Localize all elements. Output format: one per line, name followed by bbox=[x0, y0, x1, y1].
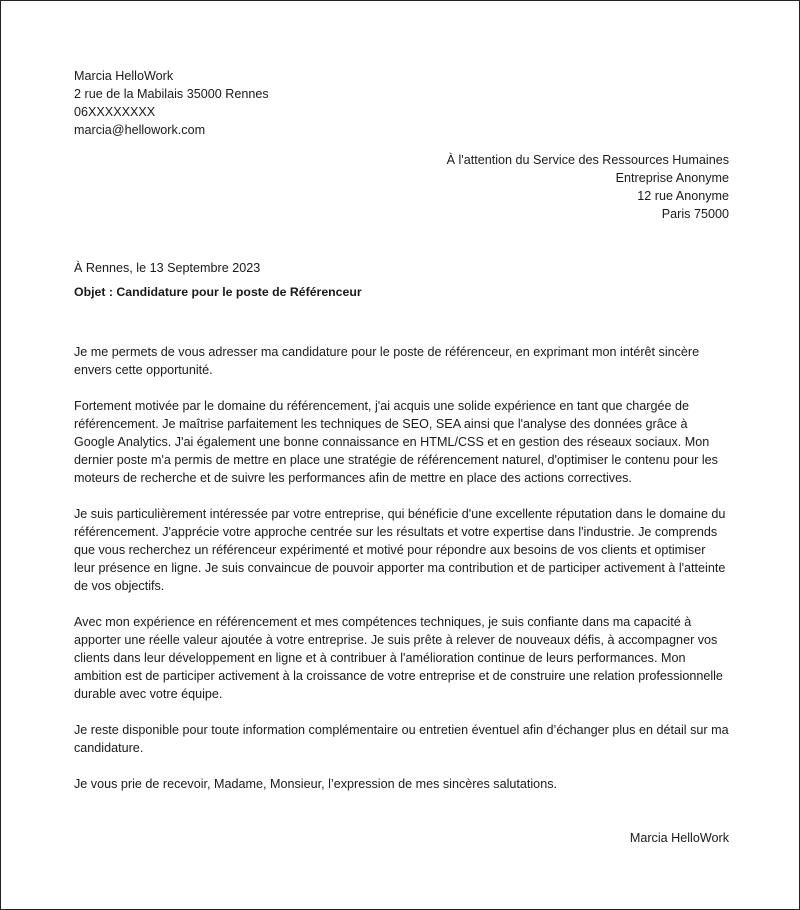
closing-paragraph: Je vous prie de recevoir, Madame, Monsieur, l’expression de mes sincères salutations. bbox=[74, 777, 557, 791]
recipient-block bbox=[74, 151, 729, 223]
sender-block bbox=[74, 67, 729, 139]
recipient-attention: À l'attention du Service des Ressources Humaines bbox=[446, 153, 729, 167]
body-paragraph: Je suis particulièrement intéressée par votre entreprise, qui bénéficie d'une excellente réputation dans le domaine du référencement. J'apprécie votre approche centrée sur les résultats et votre expertise dans l'industrie. Je comprends que vous recherchez un référenceur expérimenté et motivé pour répondre aux besoins de vos clients et optimiser leur présence en ligne. Je suis convaincue de pouvoir apporter ma contribution et de participer activement à l'atteinte de vos objectifs. bbox=[74, 507, 726, 593]
letter-body bbox=[74, 343, 729, 793]
body-paragraph: Je reste disponible pour toute information complémentaire ou entretien éventuel afin d’échanger plus en détail sur ma candidature. bbox=[74, 723, 729, 755]
sender-phone: 06XXXXXXXX bbox=[74, 105, 156, 119]
sender-address: 2 rue de la Mabilais 35000 Rennes bbox=[74, 87, 269, 101]
sender-name: Marcia HelloWork bbox=[74, 69, 174, 83]
signature: Marcia HelloWork bbox=[629, 831, 729, 845]
recipient-company: Entreprise Anonyme bbox=[615, 171, 729, 185]
letter-content bbox=[74, 67, 729, 847]
recipient-city: Paris 75000 bbox=[661, 207, 729, 221]
recipient-street: 12 rue Anonyme bbox=[637, 189, 729, 203]
body-paragraph: Je me permets de vous adresser ma candidature pour le poste de référenceur, en exprimant mon intérêt sincère envers cette opportunité. bbox=[74, 345, 700, 377]
sender-email: marcia@hellowork.com bbox=[74, 123, 206, 137]
date-line: À Rennes, le 13 Septembre 2023 bbox=[74, 261, 261, 275]
body-paragraph: Fortement motivée par le domaine du référencement, j'ai acquis une solide expérience en tant que chargée de référencement. Je maîtrise parfaitement les techniques de SEO, SEA ainsi que l'analyse des données grâce à Google Analytics. J'ai également une bonne connaissance en HTML/CSS et en gestion des réseaux sociaux. Mon dernier poste m'a permis de mettre en place une stratégie de référencement naturel, d'optimiser le contenu pour les moteurs de recherche et de suivre les performances afin de mettre en place des actions correctives. bbox=[74, 399, 718, 485]
subject-line: Objet : Candidature pour le poste de Référenceur bbox=[74, 285, 362, 299]
body-paragraph: Avec mon expérience en référencement et mes compétences techniques, je suis confiante dans ma capacité à apporter une réelle valeur ajoutée à votre entreprise. Je suis prête à relever de nouveaux défis, à accompagner vos clients dans leur développement en ligne et à contribuer à l'amélioration continue de leurs performances. Mon ambition est de participer activement à la croissance de votre entreprise et de construire une relation professionnelle durable avec votre équipe. bbox=[74, 615, 723, 701]
